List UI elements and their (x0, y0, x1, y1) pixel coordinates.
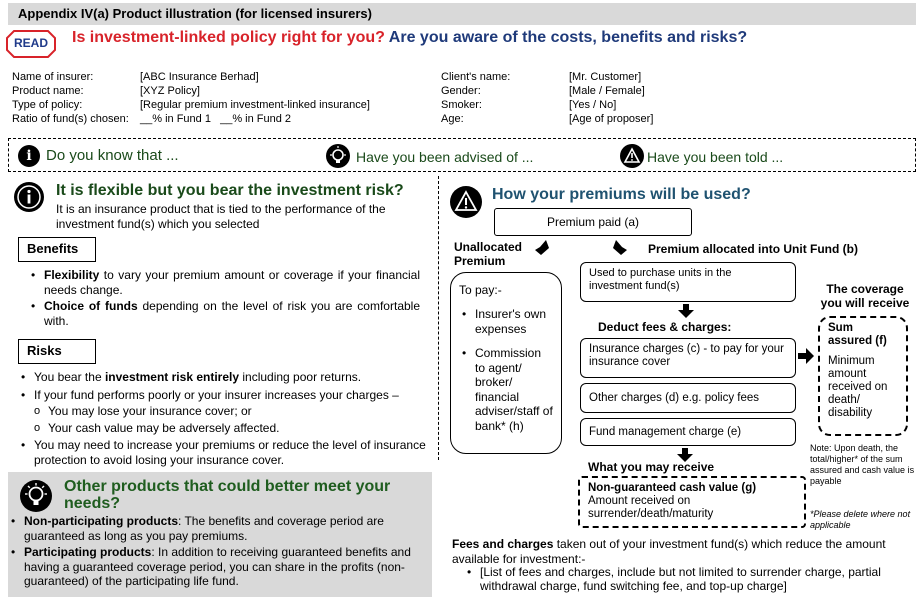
coverage-title: The coverage you will receive (820, 282, 910, 310)
flexible-intro: It is an insurance product that is tied to the performance of the investment fund(s) which you selected (56, 202, 386, 231)
benefit-text: to vary your premium amount or coverage if your financial needs change. (44, 268, 420, 297)
benefits-list (28, 268, 420, 328)
product-label: Product name: (12, 85, 84, 97)
warning-icon (450, 186, 482, 218)
risk-item (18, 370, 428, 385)
other-product-item (8, 545, 424, 589)
fees-paragraph (452, 537, 908, 567)
risk-sub-item: o Your cash value may be adversely affected. (18, 421, 428, 436)
insurer-value: [ABC Insurance Berhad] (140, 71, 259, 83)
other-product-text: : In addition to receiving guaranteed benefits and having a guaranteed coverage period, you can share in the profits (non-guaranteed) of the participating life fund. (24, 545, 411, 588)
warning-icon (620, 144, 644, 168)
what-receive-label: What you may receive (588, 460, 715, 474)
coverage-note: Note: Upon death, the total/higher* of the sum assured and cash value is payable (810, 443, 915, 486)
min-amount-text: Minimum amount received on death/ disability (828, 355, 888, 419)
ratio-value: __% in Fund 1 __% in Fund 2 (140, 113, 292, 125)
risk-text: If your fund performs poorly or your insurer increases your charges – (34, 387, 399, 402)
fees-item: • [List of fees and charges, include but not limited to surrender charge, partial withdrawal charge, fund switching fee, and top-up charge] (464, 565, 904, 593)
cash-value-title: Non-guaranteed cash value (g) (588, 482, 757, 494)
allocated-label: Premium allocated into Unit Fund (b) (648, 242, 858, 256)
deduct-label: Deduct fees & charges: (598, 320, 732, 334)
other-product-item (8, 514, 424, 543)
age-value: [Age of proposer] (569, 113, 654, 125)
other-products-list (8, 514, 424, 589)
lightbulb-icon (20, 480, 52, 512)
fees-list (464, 565, 904, 593)
risk-sub-item: o You may lose your insurance cover; or (18, 404, 428, 419)
benefit-item (28, 299, 420, 328)
to-pay-item: • Commission to agent/ broker/ financial adviser/staff of bank* (h) (459, 346, 553, 433)
risks-list (18, 370, 428, 467)
type-label: Type of policy: (12, 99, 83, 111)
risk-text: You bear the (34, 370, 105, 384)
headline (72, 29, 747, 47)
purchase-units-box: Used to purchase units in the investment fund(s) (580, 262, 796, 302)
insurer-label: Name of insurer: (12, 71, 94, 83)
client-value: [Mr. Customer] (569, 71, 642, 83)
to-pay-item: • Insurer's own expenses (459, 307, 553, 336)
risk-item (18, 438, 428, 467)
appendix-header (8, 3, 916, 25)
benefit-bold: Choice of funds (44, 299, 138, 313)
benefit-text: depending on the level of risk you are comfortable with. (44, 299, 420, 328)
strip-told: Have you been told ... (647, 149, 784, 165)
ratio-label: Ratio of fund(s) chosen: (12, 113, 129, 125)
arrow-left-down-icon (532, 238, 550, 256)
risk-text: including poor returns. (239, 370, 362, 384)
risk-text: You may need to increase your premiums or reduce the level of insurance protection to avoid losing your insurance cover. (34, 438, 426, 467)
coverage-box (818, 316, 908, 436)
appendix-title: Appendix IV(a) Product illustration (for licensed insurers) (18, 6, 372, 21)
type-value: [Regular premium investment-linked insurance] (140, 99, 370, 111)
benefit-item (28, 268, 420, 297)
info-circle-icon (14, 182, 44, 212)
unallocated-label: Unallocated Premium (454, 240, 523, 268)
to-pay-list (459, 307, 553, 433)
other-charges-box: Other charges (d) e.g. policy fees (580, 383, 796, 413)
column-divider (438, 176, 439, 460)
fund-management-box: Fund management charge (e) (580, 418, 796, 446)
to-pay-box (450, 272, 562, 454)
other-product-bold: Participating products (24, 545, 152, 559)
premium-paid-box: Premium paid (a) (494, 208, 692, 236)
cash-value-text: Amount received on surrender/death/maturity (588, 495, 714, 520)
strip-do-you-know: Do you know that ... (46, 147, 179, 164)
risk-sublist (18, 404, 428, 435)
headline-question-red: Is investment-linked policy right for you? (72, 29, 385, 46)
risks-label: Risks (18, 339, 96, 364)
to-pay-label: To pay:- (459, 283, 502, 297)
headline-question-blue: Are you aware of the costs, benefits and risks? (388, 29, 748, 46)
info-icon: i (18, 145, 40, 167)
fees-text: taken out of your investment fund(s) which reduce the amount available for investment:- (452, 537, 886, 566)
fees-bold: Fees and charges (452, 537, 554, 551)
gender-value: [Male / Female] (569, 85, 645, 97)
other-product-text: : The benefits and coverage period are guaranteed as long as you pay premiums. (24, 514, 384, 543)
read-label: READ (13, 36, 48, 50)
other-products-title: Other products that could better meet your needs? (64, 478, 391, 512)
other-product-bold: Non-participating products (24, 514, 178, 528)
client-label: Client's name: (441, 71, 511, 83)
risk-item (18, 388, 428, 436)
lightbulb-icon (326, 144, 350, 168)
benefits-label: Benefits (18, 237, 96, 262)
insurance-charges-box: Insurance charges (c) - to pay for your insurance cover (580, 338, 796, 378)
cash-value-box (578, 476, 806, 528)
product-value: [XYZ Policy] (140, 85, 200, 97)
strip-advised: Have you been advised of ... (356, 149, 534, 165)
flexible-title: It is flexible but you bear the investment risk? (56, 182, 404, 199)
smoker-label: Smoker: (441, 99, 482, 111)
sum-assured-label: Sum assured (f) (828, 322, 887, 347)
smoker-value: [Yes / No] (569, 99, 617, 111)
risk-bold: investment risk entirely (104, 370, 240, 384)
arrow-right-icon (798, 348, 814, 364)
arrow-down-icon (678, 304, 694, 318)
benefit-bold: Flexibility (44, 268, 100, 282)
premiums-title: How your premiums will be used? (492, 186, 751, 203)
gender-label: Gender: (441, 85, 481, 97)
delete-note: *Please delete where not applicable (810, 509, 911, 530)
age-label: Age: (441, 113, 464, 125)
arrow-right-down-icon (612, 238, 630, 256)
